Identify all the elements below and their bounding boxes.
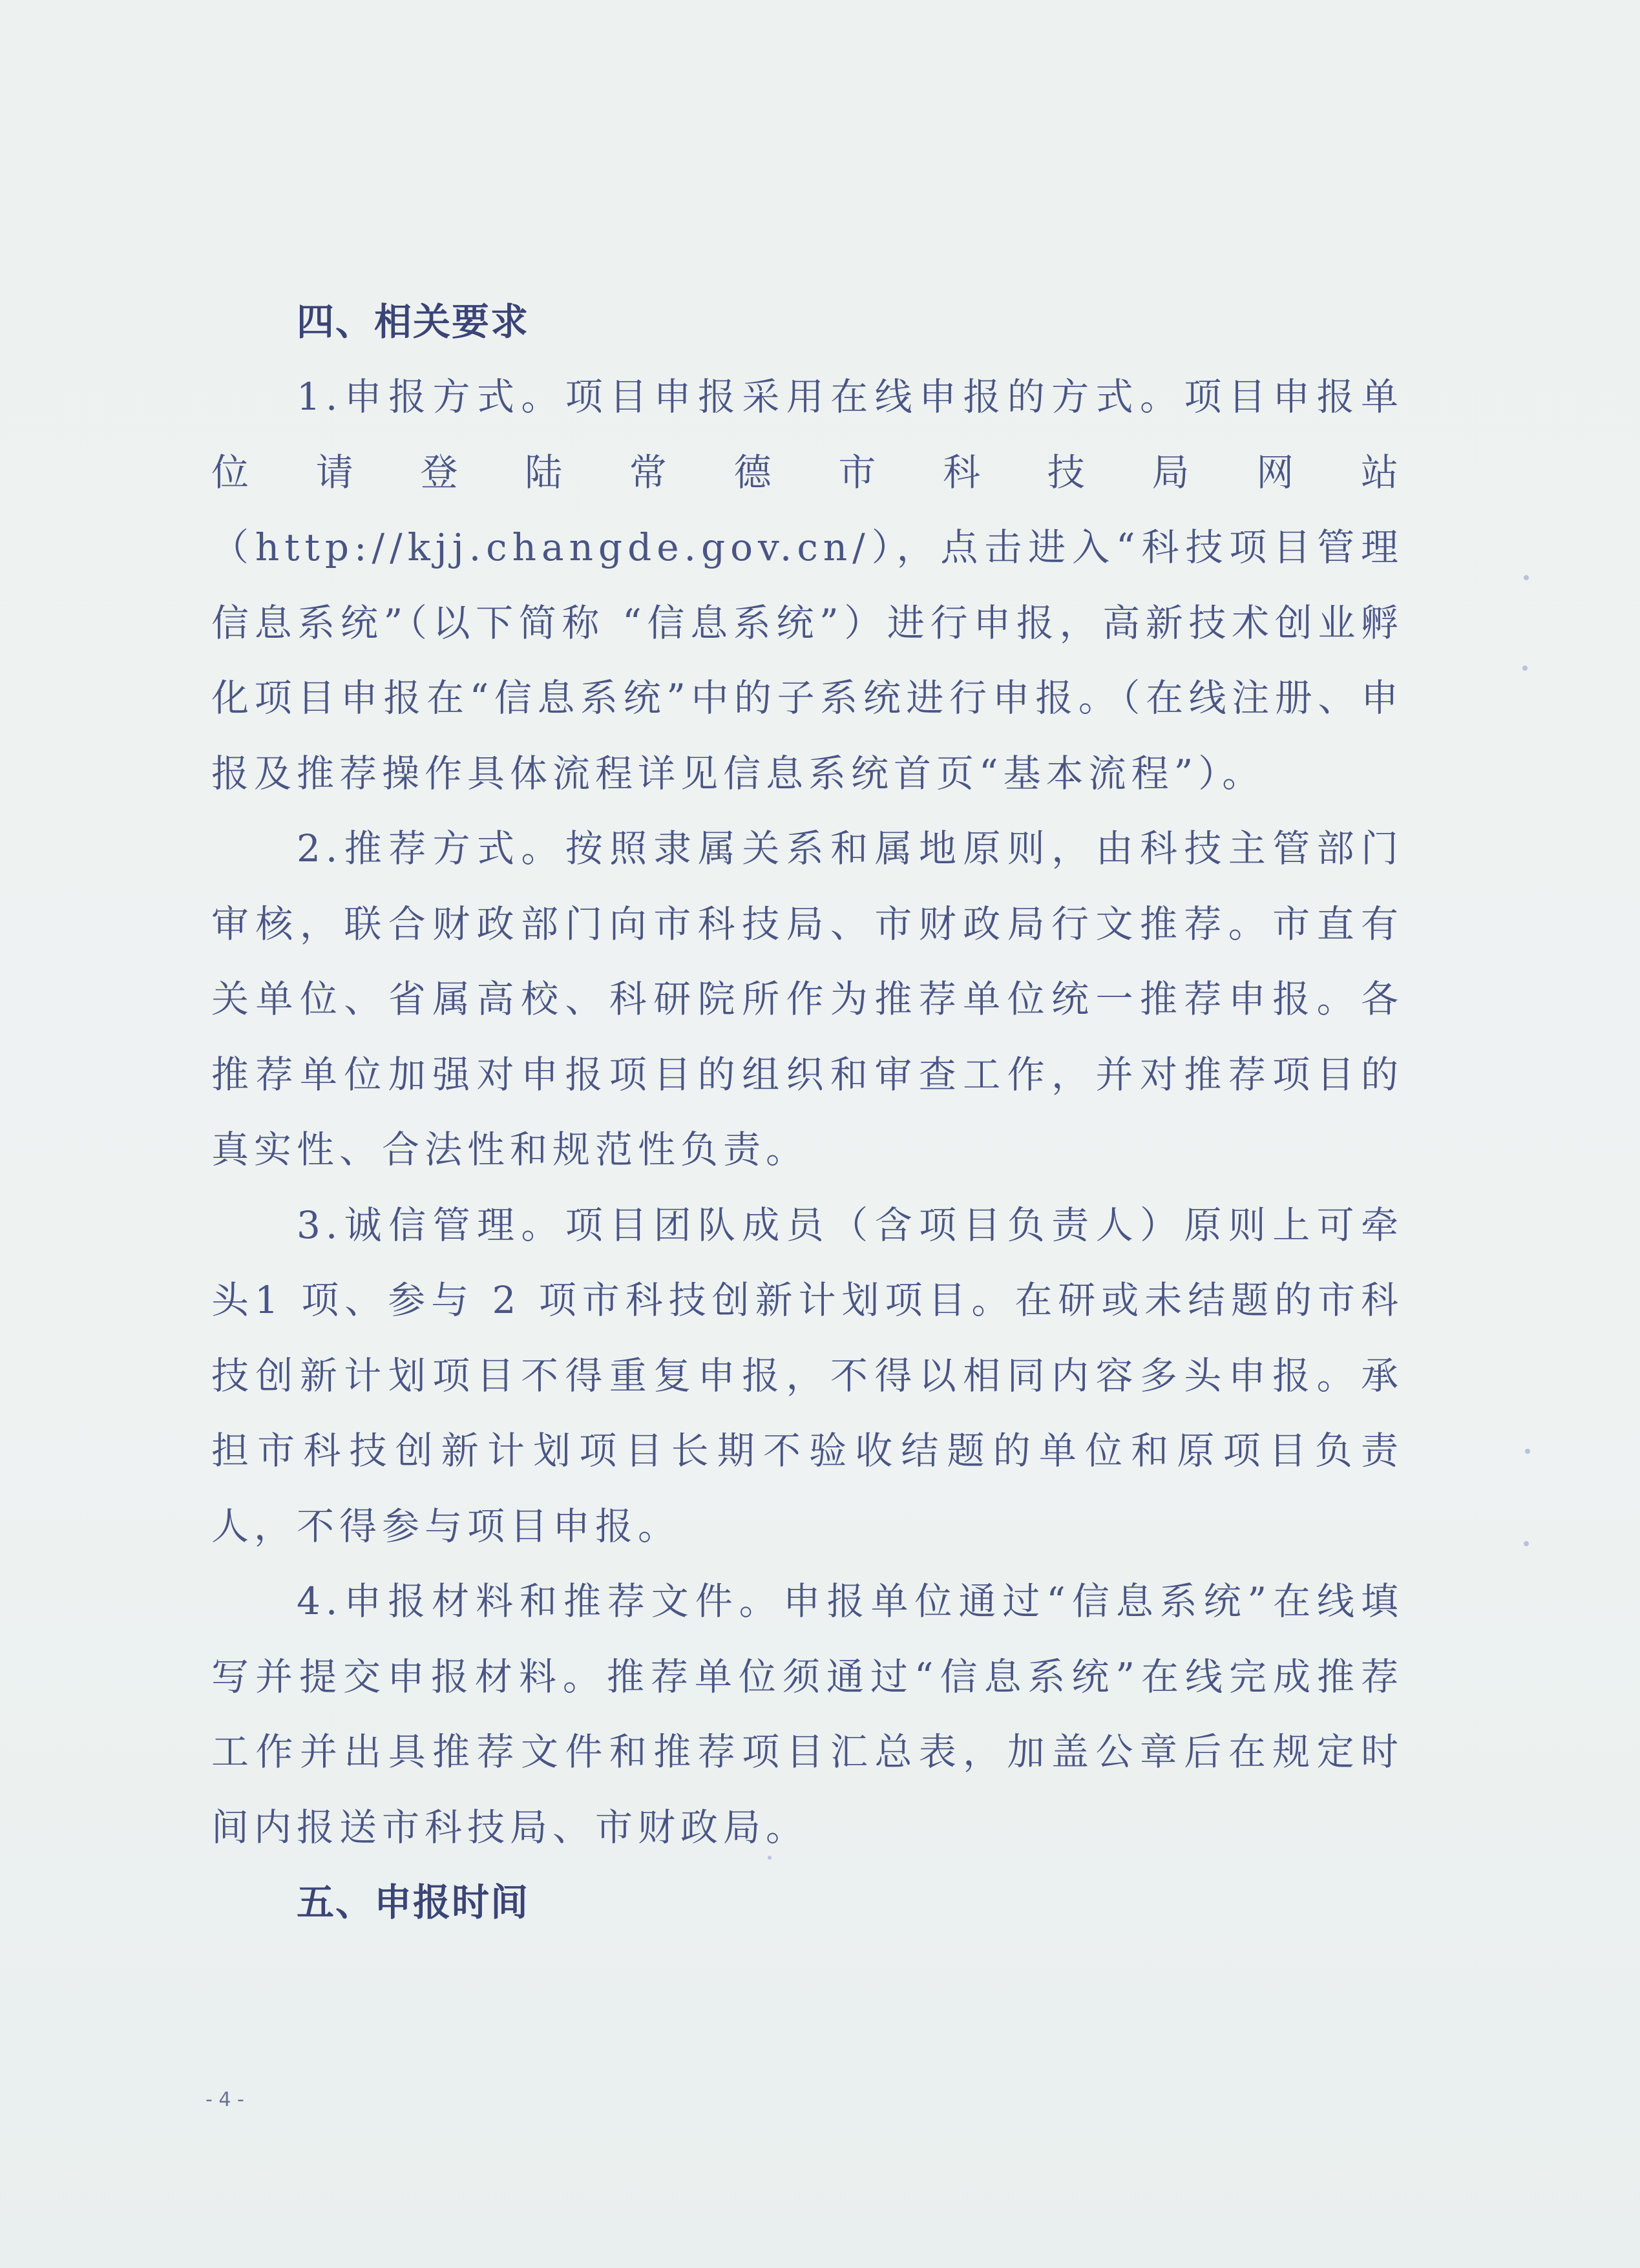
section-heading-submission-time: 五、申报时间 bbox=[297, 1880, 530, 1924]
document-body bbox=[211, 284, 1403, 1940]
section-heading-requirements: 四、相关要求 bbox=[297, 300, 530, 344]
page-number: - 4 - bbox=[205, 2088, 244, 2111]
scan-speck bbox=[1524, 575, 1529, 580]
scan-speck bbox=[768, 1856, 772, 1860]
paragraph-recommendation-method: 2.推荐方式。按照隶属关系和属地原则，由科技主管部门审核，联合财政部门向市科技局、市财政局行文推荐。市直有关单位、省属高校、科研院所作为推荐单位统一推荐申报。各推荐单位加强对申报项目的组织和审查工作，并对推荐项目的真实性、合法性和规范性负责。 bbox=[211, 826, 1403, 1171]
paragraph-integrity-management: 3.诚信管理。项目团队成员（含项目负责人）原则上可牵头1 项、参与 2 项市科技创新计划项目。在研或未结题的市科技创新计划项目不得重复申报，不得以相同内容多头申报。承担市科技创新计划项目长期不验收结题的单位和原项目负责人，不得参与项目申报。 bbox=[211, 1202, 1403, 1548]
paragraph-submission-materials: 4.申报材料和推荐文件。申报单位通过“信息系统”在线填写并提交申报材料。推荐单位须通过“信息系统”在线完成推荐工作并出具推荐文件和推荐项目汇总表，加盖公章后在规定时间内报送市科技局、市财政局。 bbox=[211, 1579, 1403, 1849]
scan-speck bbox=[1525, 1449, 1530, 1454]
scan-speck bbox=[1524, 1541, 1529, 1546]
paragraph-submission-method: 1.申报方式。项目申报采用在线申报的方式。项目申报单位请登陆常德市科技局网站（http://kjj.changde.gov.cn/），点击进入“科技项目管理信息系统”（以下简称 “信息系统”）进行申报，高新技术创业孵化项目申报在“信息系统”中的子系统进行申报。（在线注册、申报及推荐操作具体流程详见信息系统首页“基本流程”）。 bbox=[211, 375, 1403, 795]
scan-speck bbox=[1522, 666, 1528, 671]
